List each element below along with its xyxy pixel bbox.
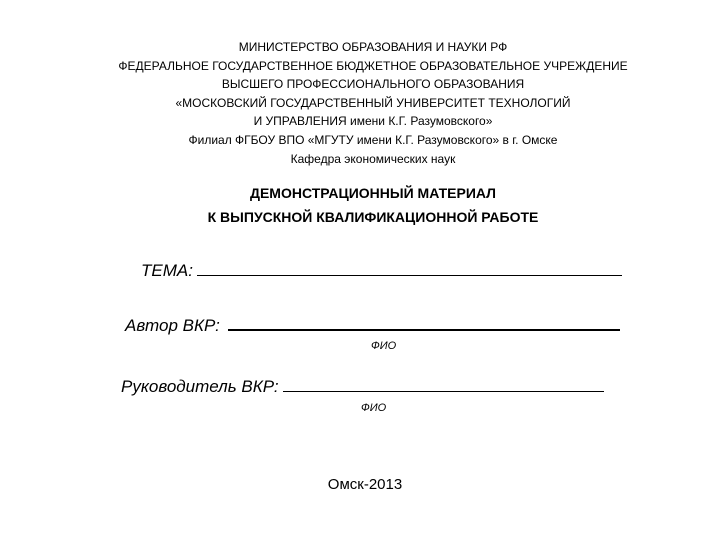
supervisor-field	[121, 377, 604, 397]
header-line-institution-type: ФЕДЕРАЛЬНОЕ ГОСУДАРСТВЕННОЕ БЮДЖЕТНОЕ ОБРАЗОВАТЕЛЬНОЕ УЧРЕЖДЕНИЕ	[118, 58, 628, 73]
institution-header	[0, 38, 720, 168]
supervisor-blank-line	[283, 390, 604, 392]
author-name-caption: ФИО	[371, 340, 397, 352]
title-line-2: К ВЫПУСКНОЙ КВАЛИФИКАЦИОННОЙ РАБОТЕ	[207, 209, 539, 225]
supervisor-label: Руководитель ВКР:	[121, 377, 279, 396]
header-line-ministry: МИНИСТЕРСТВО ОБРАЗОВАНИЯ И НАУКИ РФ	[238, 40, 508, 54]
header-line-department: Кафедра экономических наук	[290, 151, 456, 166]
author-blank-line	[228, 328, 620, 331]
header-line-university-name: «МОСКОВСКИЙ ГОСУДАРСТВЕННЫЙ УНИВЕРСИТЕТ ТЕХНОЛОГИЙ	[175, 95, 571, 110]
topic-field	[141, 261, 622, 281]
author-field	[125, 316, 620, 336]
document-title	[0, 181, 720, 229]
supervisor-name-caption: ФИО	[361, 402, 387, 414]
city-year-footer: Омск-2013	[327, 476, 403, 493]
topic-blank-line	[197, 274, 622, 276]
header-line-university-name-cont: И УПРАВЛЕНИЯ имени К.Г. Разумовского»	[253, 114, 493, 129]
topic-label: ТЕМА:	[141, 261, 193, 280]
header-line-education-level: ВЫСШЕГО ПРОФЕССИОНАЛЬНОГО ОБРАЗОВАНИЯ	[221, 77, 525, 92]
author-label: Автор ВКР:	[125, 316, 220, 335]
header-line-branch: Филиал ФГБОУ ВПО «МГУТУ имени К.Г. Разумовского» в г. Омске	[188, 132, 558, 147]
title-line-1: ДЕМОНСТРАЦИОННЫЙ МАТЕРИАЛ	[249, 185, 497, 201]
